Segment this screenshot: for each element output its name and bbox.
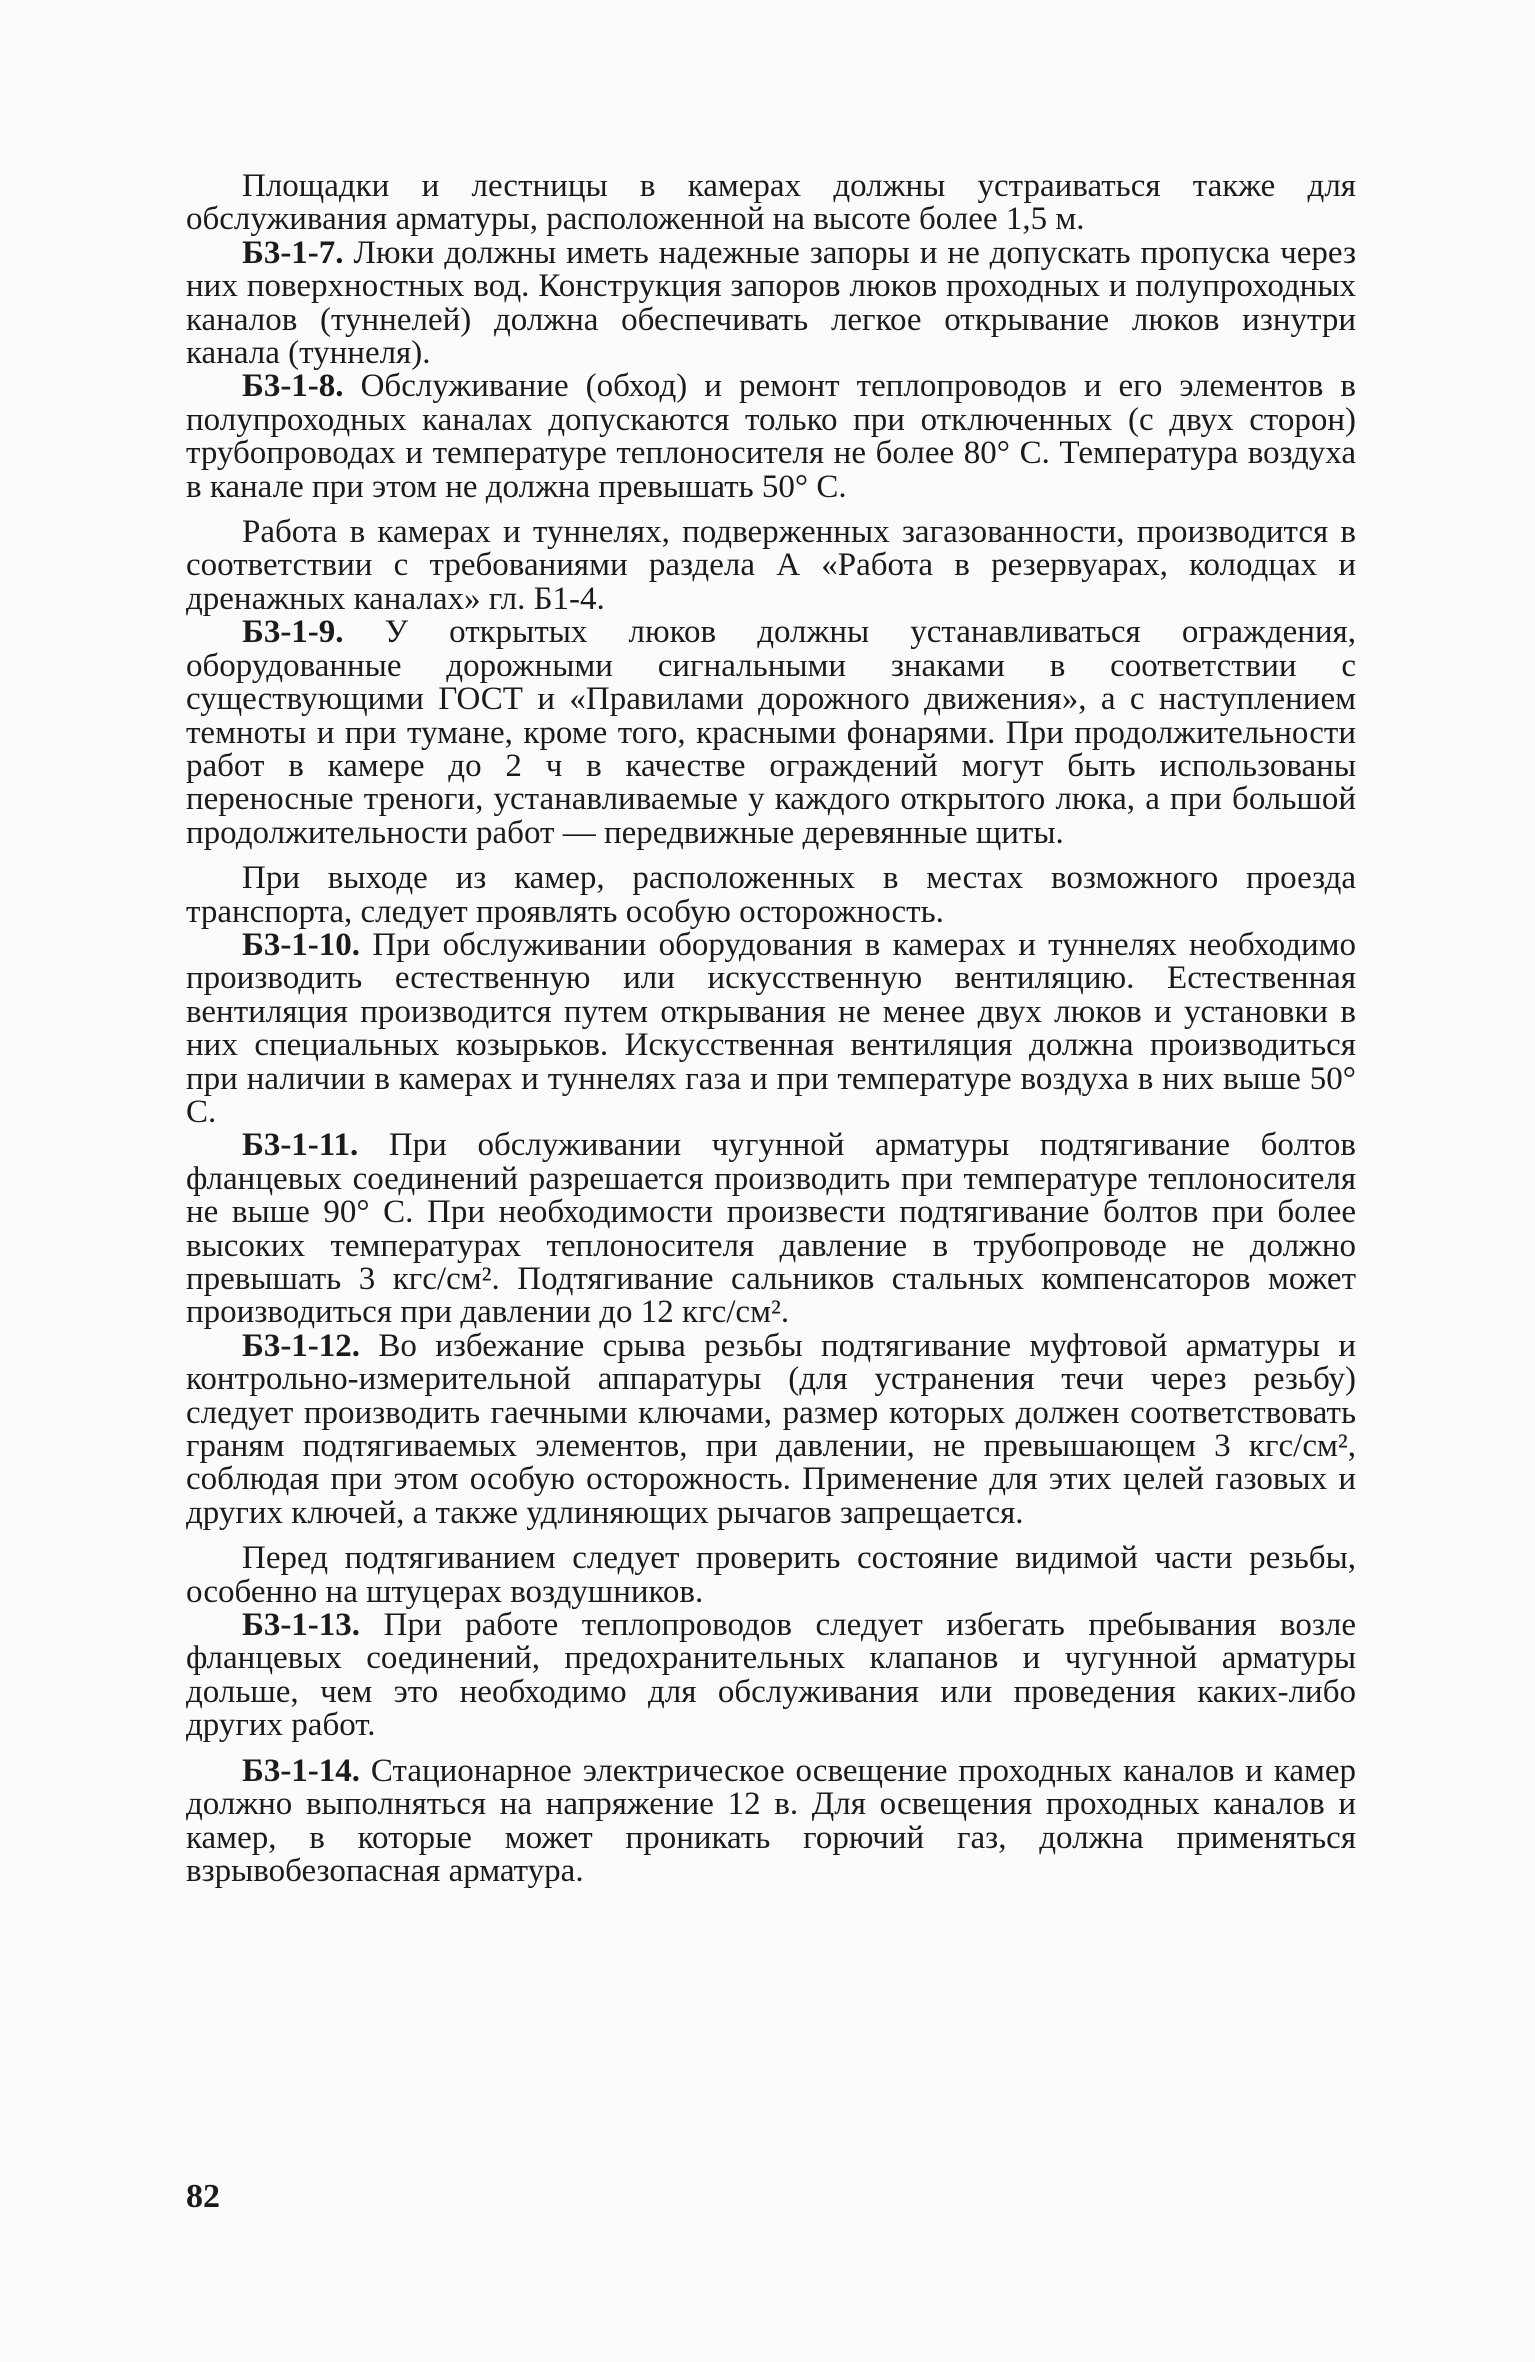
paragraph-text: Обслуживание (обход) и ремонт теплопроводов и его элементов в полупроходных каналах допускаются только при отключенных (с двух сторон) трубопроводах и температуре теплоносителя не более 80° С. Температура воздуха в канале при этом не должна превышать 50° С. <box>186 368 1356 505</box>
paragraph-b3-1-14 <box>186 1752 1356 1889</box>
paragraph-text: Стационарное электрическое освещение проходных каналов и камер должно выполняться на напряжение 12 в. Для освещения проходных каналов и камер, в которые может проникать горючий газ, должна применяться взрывобезопасная арматура. <box>186 1752 1356 1889</box>
paragraph-thread-check <box>186 1542 1356 1609</box>
section-number: Б3-1-13. <box>242 1607 361 1644</box>
section-number: Б3-1-7. <box>242 234 344 271</box>
paragraph-b3-1-7 <box>186 234 1356 372</box>
paragraph-text: При обслуживании чугунной арматуры подтягивание болтов фланцевых соединений разрешается производить при температуре теплоносителя не выше 90° С. При необходимости произвести подтягивание болтов при более высоких температурах теплоносителя давление в трубопроводе не должно превышать 3 кгс/см². Подтягивание сальников стальных компенсаторов может производиться при давлении до 12 кгс/см². <box>186 1127 1356 1331</box>
section-number: Б3-1-9. <box>242 614 344 651</box>
paragraph-text: Во избежание срыва резьбы подтягивание муфтовой арматуры и контрольно-измерительной аппаратуры (для устранения течи через резьбу) следует производить гаечными ключами, размер которых должен соответствовать граням подтягиваемых элементов, при давлении, не превышающем 3 кгс/см², соблюдая при этом особую осторожность. Применение для этих целей газовых и других ключей, а также удлиняющих рычагов запрещается. <box>186 1327 1356 1531</box>
paragraph-b3-1-11 <box>186 1129 1356 1329</box>
body-text <box>186 170 1356 1888</box>
paragraph-b3-1-12 <box>186 1327 1356 1531</box>
paragraph-platforms <box>186 170 1356 237</box>
paragraph-text: У открытых люков должны устанавливаться ограждения, оборудованные дорожными сигнальными знаками в соответствии с существующими ГОСТ и «Правилами дорожного движения», а с наступлением темноты и при тумане, кроме того, красными фонарями. При продолжительности работ в камере до 2 ч в качестве ограждений могут быть использованы переносные треноги, устанавливаемые у каждого открытого люка, а при большой продолжительности работ — передвижные деревянные щиты. <box>186 614 1356 851</box>
paragraph-b3-1-9 <box>186 616 1356 850</box>
paragraph-b3-1-10 <box>186 926 1356 1130</box>
paragraph-b3-1-8 <box>186 370 1356 504</box>
page-number: 82 <box>186 2178 220 2215</box>
paragraph-text: Люки должны иметь надежные запоры и не допускать пропуска через них поверхностных вод. Конструкция запоров люков проходных и полупроходных каналов (туннелей) должна обеспечивать легкое открывание люков изнутри канала (туннеля). <box>186 234 1356 372</box>
section-number: Б3-1-10. <box>242 926 361 963</box>
section-number: Б3-1-12. <box>242 1327 361 1364</box>
paragraph-text: При выходе из камер, расположенных в местах возможного проезда транспорта, следует проявлять особую осторожность. <box>186 860 1356 930</box>
paragraph-text: При обслуживании оборудования в камерах и туннелях необходимо производить естественную или искусственную вентиляцию. Естественная вентиляция производится путем открывания не менее двух люков и установки в них специальных козырьков. Искусственная вентиляция должна производиться при наличии в камерах и туннелях газа и при температуре воздуха в них выше 50° С. <box>186 926 1356 1130</box>
paragraph-text: Работа в камерах и туннелях, подверженных загазованности, производится в соответствии с требованиями раздела А «Работа в резервуарах, колодцах и дренажных каналах» гл. Б1-4. <box>186 514 1356 617</box>
paragraph-b3-1-13 <box>186 1609 1356 1743</box>
paragraph-exit-caution <box>186 862 1356 929</box>
section-number: Б3-1-14. <box>242 1752 361 1789</box>
paragraph-text: При работе теплопроводов следует избегать пребывания возле фланцевых соединений, предохранительных клапанов и чугунной арматуры дольше, чем это необходимо для обслуживания или проведения каких-либо других работ. <box>186 1607 1356 1744</box>
paragraph-gas-work <box>186 516 1356 616</box>
paragraph-text: Перед подтягиванием следует проверить состояние видимой части резьбы, особенно на штуцерах воздушников. <box>186 1540 1356 1610</box>
paragraph-text: Площадки и лестницы в камерах должны устраиваться также для обслуживания арматуры, расположенной на высоте более 1,5 м. <box>186 168 1356 238</box>
section-number: Б3-1-8. <box>242 368 344 405</box>
section-number: Б3-1-11. <box>242 1127 359 1164</box>
